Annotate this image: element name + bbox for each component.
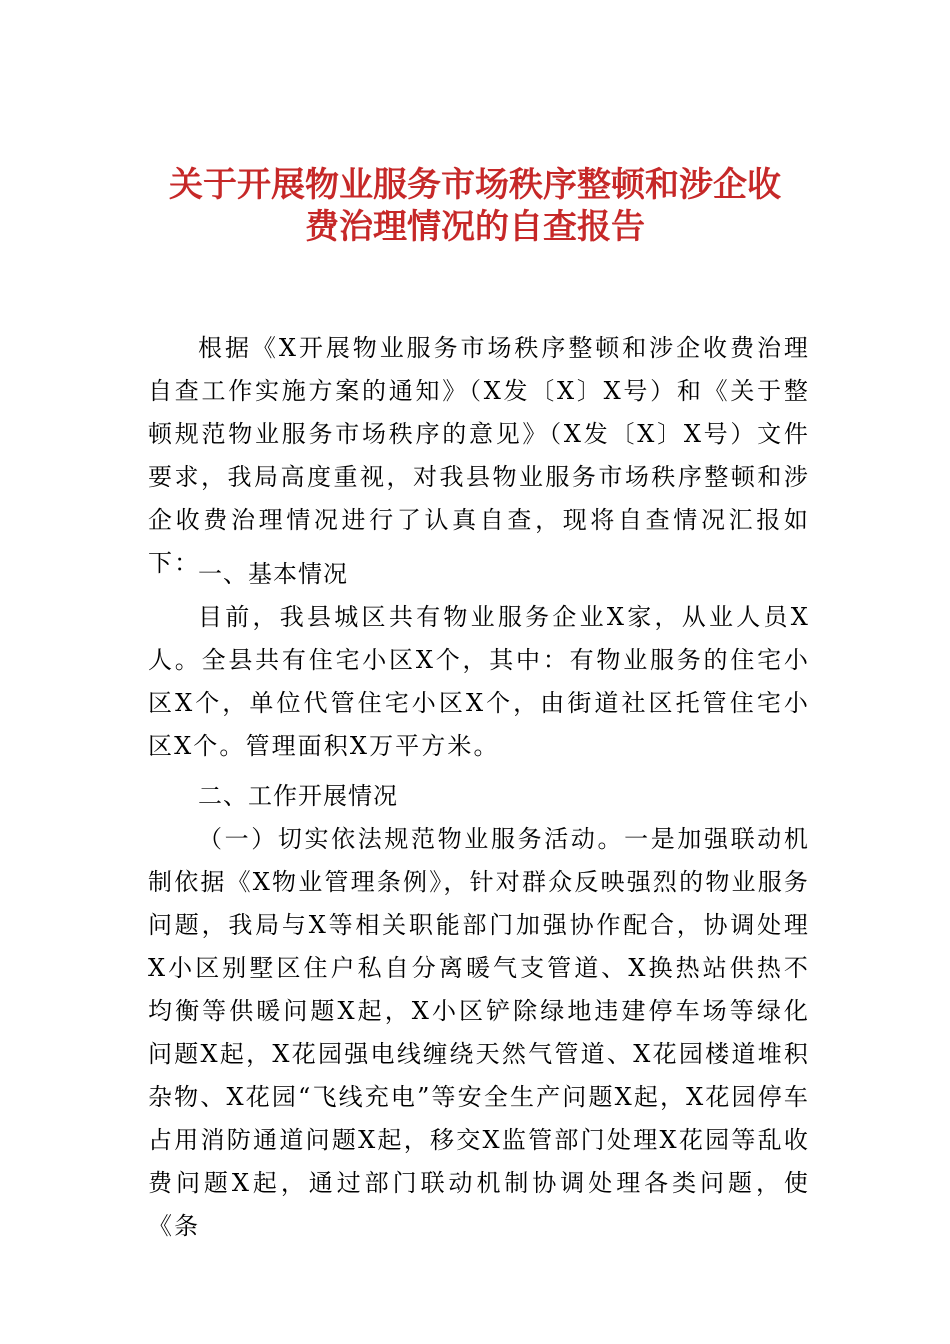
intro-paragraph: 根据《X开展物业服务市场秩序整顿和涉企收费治理自查工作实施方案的通知》（X发〔X〕X号）和《关于整顿规范物业服务市场秩序的意见》（X发〔X〕X号）文件要求，我局高度重视，对我县物业服务市场秩序整顿和涉企收费治理情况进行了认真自查，现将自查情况汇报如下： (148, 334, 810, 577)
section-2-paragraph (148, 818, 810, 1248)
document-title-line-1: 关于开展物业服务市场秩序整顿和涉企收 (169, 165, 781, 205)
section-1-heading: 一、基本情况 (198, 560, 348, 588)
section-2-heading: 二、工作开展情况 (198, 782, 398, 810)
section-2-sub-text: 一是加强联动机制依据《X物业管理条例》，针对群众反映强烈的物业服务问题，我局与X等相关职能部门加强协作配合，协调处理X小区别墅区住户私自分离暖气支管道、X换热站供热不均衡等供暖问题X起，X小区铲除绿地违建停车场等绿化问题X起，X花园强电线缠绕天然气管道、X花园楼道堆积杂物、X花园“飞线充电”等安全生产问题X起，X花园停车占用消防通道问题X起，移交X监管部门处理X花园等乱收费问题X起，通过部门联动机制协调处理各类问题，使《条 (148, 825, 810, 1240)
section-2-block (148, 818, 810, 1248)
section-2-sub-heading: （一）切实依法规范物业服务活动。 (198, 825, 625, 853)
section-1-paragraph: 目前，我县城区共有物业服务企业X家，从业人员X人。全县共有住宅小区X个，其中：有物业服务的住宅小区X个，单位代管住宅小区X个，由街道社区托管住宅小区X个。管理面积X万平方米。 (148, 603, 810, 760)
section-1-block (148, 596, 810, 768)
intro-paragraph-block (148, 327, 810, 585)
document-title-line-2: 费治理情况的自查报告 (305, 207, 645, 247)
